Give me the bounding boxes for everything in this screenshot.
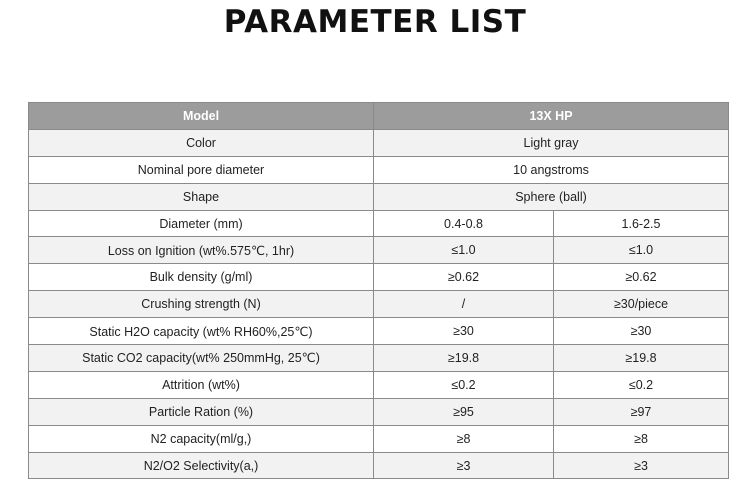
row-label-cell: Nominal pore diameter [29, 156, 374, 183]
header-label-cell: Model [29, 103, 374, 130]
table-body [29, 129, 729, 479]
row-value-cell: Sphere (ball) [374, 183, 729, 210]
table-row [29, 210, 729, 237]
row-label-cell: Color [29, 129, 374, 156]
row-value-cell: Light gray [374, 129, 729, 156]
row-label-cell: Bulk density (g/ml) [29, 264, 374, 291]
row-value-small-cell: ≥8 [374, 425, 554, 452]
table-row [29, 291, 729, 318]
row-value-large-cell: ≥0.62 [554, 264, 729, 291]
row-value-small-cell: ≥30 [374, 318, 554, 345]
row-value-large-cell: ≥97 [554, 398, 729, 425]
row-label-cell: Static H2O capacity (wt% RH60%,25℃) [29, 318, 374, 345]
row-value-large-cell: ≤1.0 [554, 237, 729, 264]
row-value-large-cell: ≥30 [554, 318, 729, 345]
row-label-cell: Static CO2 capacity(wt% 250mmHg, 25℃) [29, 345, 374, 372]
row-label-cell: Shape [29, 183, 374, 210]
header-model-cell: 13X HP [374, 103, 729, 130]
row-value-large-cell: ≥8 [554, 425, 729, 452]
table-row [29, 425, 729, 452]
page-title: PARAMETER LIST [223, 4, 527, 40]
row-label-cell: Loss on Ignition (wt%.575℃, 1hr) [29, 237, 374, 264]
table-row [29, 345, 729, 372]
row-value-small-cell: / [374, 291, 554, 318]
row-value-large-cell: ≥3 [554, 452, 729, 479]
row-value-large-cell: ≥19.8 [554, 345, 729, 372]
row-value-small-cell: ≥0.62 [374, 264, 554, 291]
row-value-small-cell: ≥3 [374, 452, 554, 479]
table-row [29, 183, 729, 210]
row-value-large-cell: ≤0.2 [554, 371, 729, 398]
parameter-table [28, 102, 729, 479]
row-label-cell: Crushing strength (N) [29, 291, 374, 318]
row-value-large-cell: ≥30/piece [554, 291, 729, 318]
table-row [29, 264, 729, 291]
table-row [29, 156, 729, 183]
row-value-small-cell: ≤1.0 [374, 237, 554, 264]
table-row [29, 129, 729, 156]
row-value-small-cell: 0.4-0.8 [374, 210, 554, 237]
row-value-small-cell: ≥95 [374, 398, 554, 425]
table-row [29, 371, 729, 398]
table-header-row [29, 103, 729, 130]
row-label-cell: Particle Ration (%) [29, 398, 374, 425]
row-label-cell: N2 capacity(ml/g,) [29, 425, 374, 452]
table-row [29, 237, 729, 264]
row-value-small-cell: ≥19.8 [374, 345, 554, 372]
row-label-cell: N2/O2 Selectivity(a,) [29, 452, 374, 479]
row-value-large-cell: 1.6-2.5 [554, 210, 729, 237]
table-row [29, 318, 729, 345]
row-label-cell: Attrition (wt%) [29, 371, 374, 398]
row-label-cell: Diameter (mm) [29, 210, 374, 237]
table-row [29, 398, 729, 425]
table-row [29, 452, 729, 479]
row-value-cell: 10 angstroms [374, 156, 729, 183]
row-value-small-cell: ≤0.2 [374, 371, 554, 398]
